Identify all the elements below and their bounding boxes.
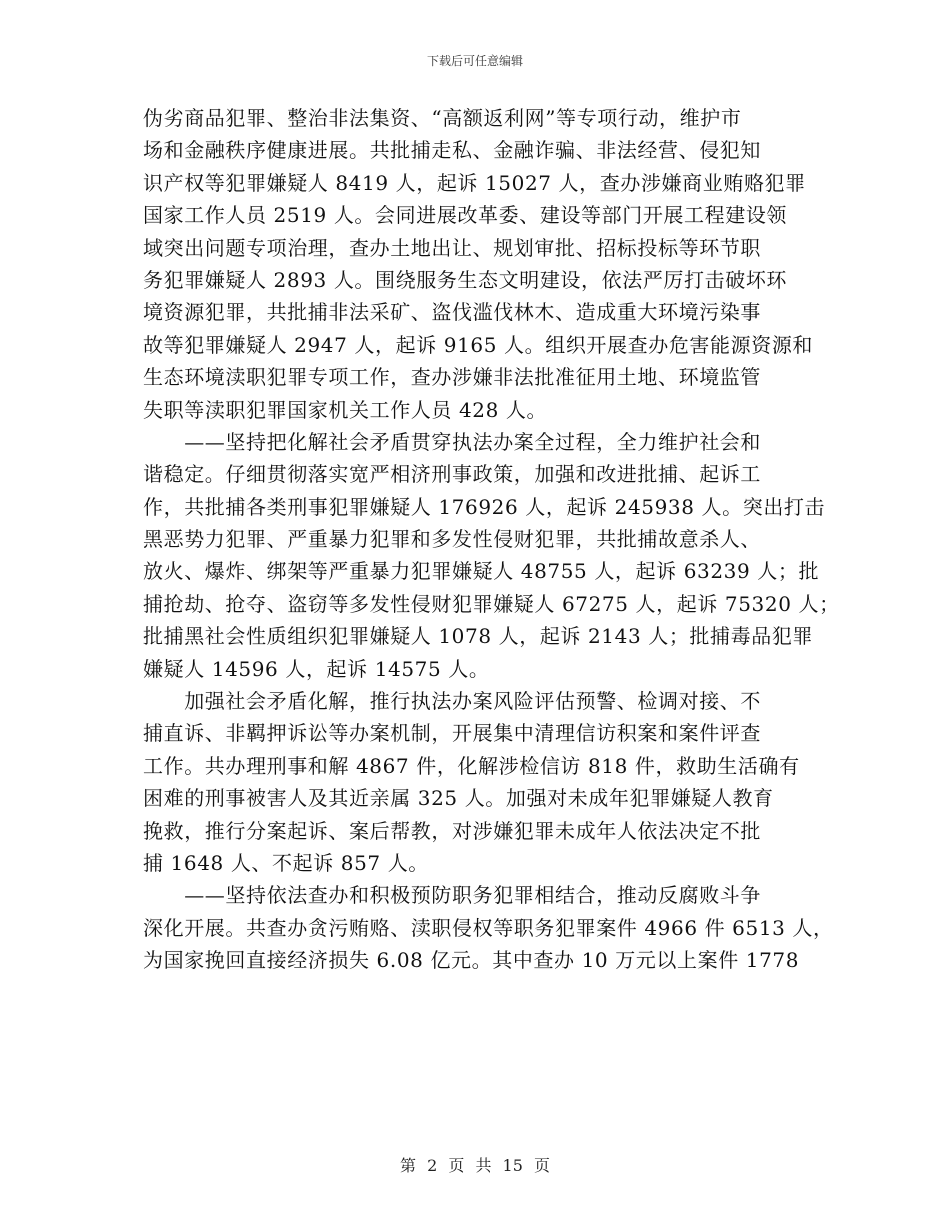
text-line: 嫌疑人 14596 人，起诉 14575 人。: [143, 656, 490, 681]
text-line: 批捕黑社会性质组织犯罪嫌疑人 1078 人，起诉 2143 人；批捕毒品犯罪: [143, 624, 814, 649]
text-line: 谐稳定。仔细贯彻落实宽严相济刑事政策，加强和改进批捕、起诉工: [143, 462, 761, 487]
text-line: 加强社会矛盾化解，推行执法办案风险评估预警、检调对接、不: [143, 689, 761, 714]
text-line: 困难的刑事被害人及其近亲属 325 人。加强对未成年犯罪嫌疑人教育: [143, 786, 774, 811]
text-line: 境资源犯罪，共批捕非法采矿、盗伐滥伐林木、造成重大环境污染事: [143, 300, 761, 325]
page-footer: 第 2 页 共 15 页: [400, 1156, 550, 1175]
document-body: [143, 102, 840, 977]
text-line: 务犯罪嫌疑人 2893 人。围绕服务生态文明建设，依法严厉打击破坏环: [143, 267, 788, 292]
page-header: 下载后可任意编辑: [426, 54, 523, 68]
text-line: 为国家挽回直接经济损失 6.08 亿元。其中查办 10 万元以上案件 1778: [143, 948, 800, 973]
text-line: 工作。共办理刑事和解 4867 件，化解涉检信访 818 件，救助生活确有: [143, 753, 800, 778]
text-line: ——坚持把化解社会矛盾贯穿执法办案全过程，全力维护社会和: [143, 429, 761, 454]
text-line: 黑恶势力犯罪、严重暴力犯罪和多发性侵财犯罪，共批捕故意杀人、: [143, 527, 761, 552]
text-line: 挽救，推行分案起诉、案后帮教，对涉嫌犯罪未成年人依法决定不批: [143, 818, 761, 843]
text-line: 失职等渎职犯罪国家机关工作人员 428 人。: [143, 397, 548, 422]
text-line: 域突出问题专项治理，查办土地出让、规划审批、招标投标等环节职: [143, 235, 761, 260]
text-line: 捕 1648 人、不起诉 857 人。: [143, 850, 429, 875]
text-line: 场和金融秩序健康进展。共批捕走私、金融诈骗、非法经营、侵犯知: [143, 138, 761, 163]
text-line: 深化开展。共查办贪污贿赂、渎职侵权等职务犯罪案件 4966 件 6513 人，: [143, 915, 834, 940]
text-line: 故等犯罪嫌疑人 2947 人，起诉 9165 人。组织开展查办危害能源资源和: [143, 332, 814, 357]
text-line: 捕抢劫、抢夺、盗窃等多发性侵财犯罪嫌疑人 67275 人，起诉 75320 人；: [143, 591, 840, 616]
text-line: ——坚持依法查办和积极预防职务犯罪相结合，推动反腐败斗争: [143, 883, 761, 908]
text-line: 作，共批捕各类刑事犯罪嫌疑人 176926 人，起诉 245938 人。突出打击: [143, 494, 826, 519]
text-line: 生态环境渎职犯罪专项工作，查办涉嫌非法批准征用土地、环境监管: [143, 365, 761, 390]
text-line: 国家工作人员 2519 人。会同进展改革委、建设等部门开展工程建设领: [143, 203, 788, 228]
text-line: 伪劣商品犯罪、整治非法集资、“高额返利网”等专项行动，维护市: [143, 106, 742, 130]
text-line: 识产权等犯罪嫌疑人 8419 人，起诉 15027 人，查办涉嫌商业贿赂犯罪: [143, 170, 806, 195]
text-line: 放火、爆炸、绑架等严重暴力犯罪嫌疑人 48755 人，起诉 63239 人；批: [143, 559, 820, 584]
text-line: 捕直诉、非羁押诉讼等办案机制，开展集中清理信访积案和案件评查: [143, 721, 761, 746]
